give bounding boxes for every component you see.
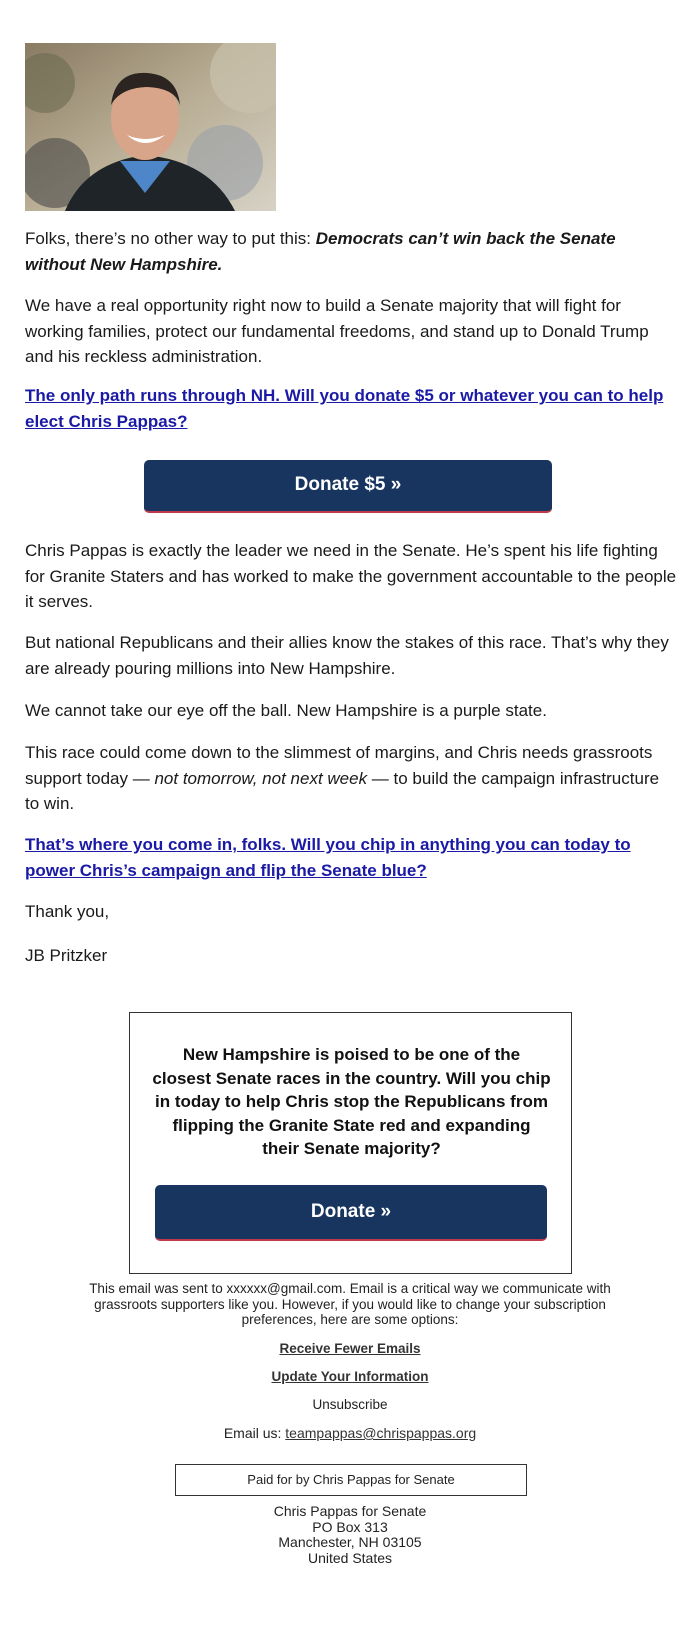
margins-text-a: This race could come down to the slimmest of margins, and Chris needs grassroots support today — — [25, 743, 653, 788]
paragraph-margins — [25, 740, 677, 817]
email-address-link[interactable]: teampappas@chrispappas.org — [285, 1425, 477, 1441]
paid-for-disclaimer: Paid for by Chris Pappas for Senate — [175, 1464, 527, 1496]
margins-italic: not tomorrow, not next week — [154, 768, 368, 788]
signature: JB Pritzker — [25, 946, 108, 965]
hero-photo — [25, 43, 276, 211]
chip-in-link[interactable]: That’s where you come in, folks. Will you chip in anything you can today to power Chris’s campaign and flip the Senate blue? — [25, 835, 631, 880]
update-information-link[interactable]: Update Your Information — [271, 1369, 429, 1384]
address-line: PO Box 313 — [312, 1518, 388, 1535]
paragraph-republicans: But national Republicans and their allies know the stakes of this race. That’s why they are already pouring millions into New Hampshire. — [25, 633, 669, 678]
unsubscribe-row — [0, 1397, 700, 1413]
donate-link-paragraph — [25, 383, 677, 434]
email-us-row — [0, 1426, 700, 1442]
address-line: United States — [307, 1549, 393, 1566]
callout-box — [129, 1012, 572, 1274]
fewer-emails-row — [0, 1341, 700, 1357]
intro-paragraph — [25, 226, 677, 277]
unsubscribe-link[interactable]: Unsubscribe — [312, 1397, 388, 1412]
paragraph-leader: Chris Pappas is exactly the leader we need in the Senate. He’s spent his life fighting for Granite Staters and has worked to make the government accountable to the people it serves. — [25, 541, 677, 611]
margins-text-b: — to build the campaign infrastructure to win. — [25, 768, 660, 813]
email-us-label: Email us: — [223, 1425, 286, 1441]
footer-notice: This email was sent to xxxxxx@gmail.com. Email is a critical way we communicate with grassroots supporters like you. However, if you would like to change your subscription preferences, here are some options: — [89, 1281, 611, 1327]
update-info-row — [0, 1369, 700, 1385]
paragraph-opportunity: We have a real opportunity right now to build a Senate majority that will fight for working families, protect our fundamental freedoms, and stand up to Donald Trump and his reckless administration. — [25, 296, 649, 366]
paragraph-purple-state: We cannot take our eye off the ball. New Hampshire is a purple state. — [25, 701, 547, 720]
intro-text: Folks, there’s no other way to put this: — [25, 229, 316, 248]
donate-button[interactable]: Donate » — [155, 1185, 547, 1241]
donate-link-nh[interactable]: The only path runs through NH. Will you donate $5 or whatever you can to help elect Chris Pappas? — [25, 386, 664, 431]
mailing-address — [0, 1504, 700, 1566]
address-line: Manchester, NH 03105 — [278, 1534, 422, 1550]
callout-text: New Hampshire is poised to be one of the closest Senate races in the country. Will you chip in today to help Chris stop the Republicans from flipping the Granite State red and expanding their Senate majority? — [152, 1045, 551, 1158]
receive-fewer-emails-link[interactable]: Receive Fewer Emails — [279, 1341, 421, 1356]
signoff: Thank you, — [25, 902, 110, 921]
address-line: Chris Pappas for Senate — [273, 1503, 427, 1519]
chip-in-link-paragraph — [25, 832, 677, 883]
intro-emphasis: Democrats can’t win back the Senate without New Hampshire. — [25, 229, 616, 274]
donate-5-button[interactable]: Donate $5 » — [144, 460, 552, 513]
